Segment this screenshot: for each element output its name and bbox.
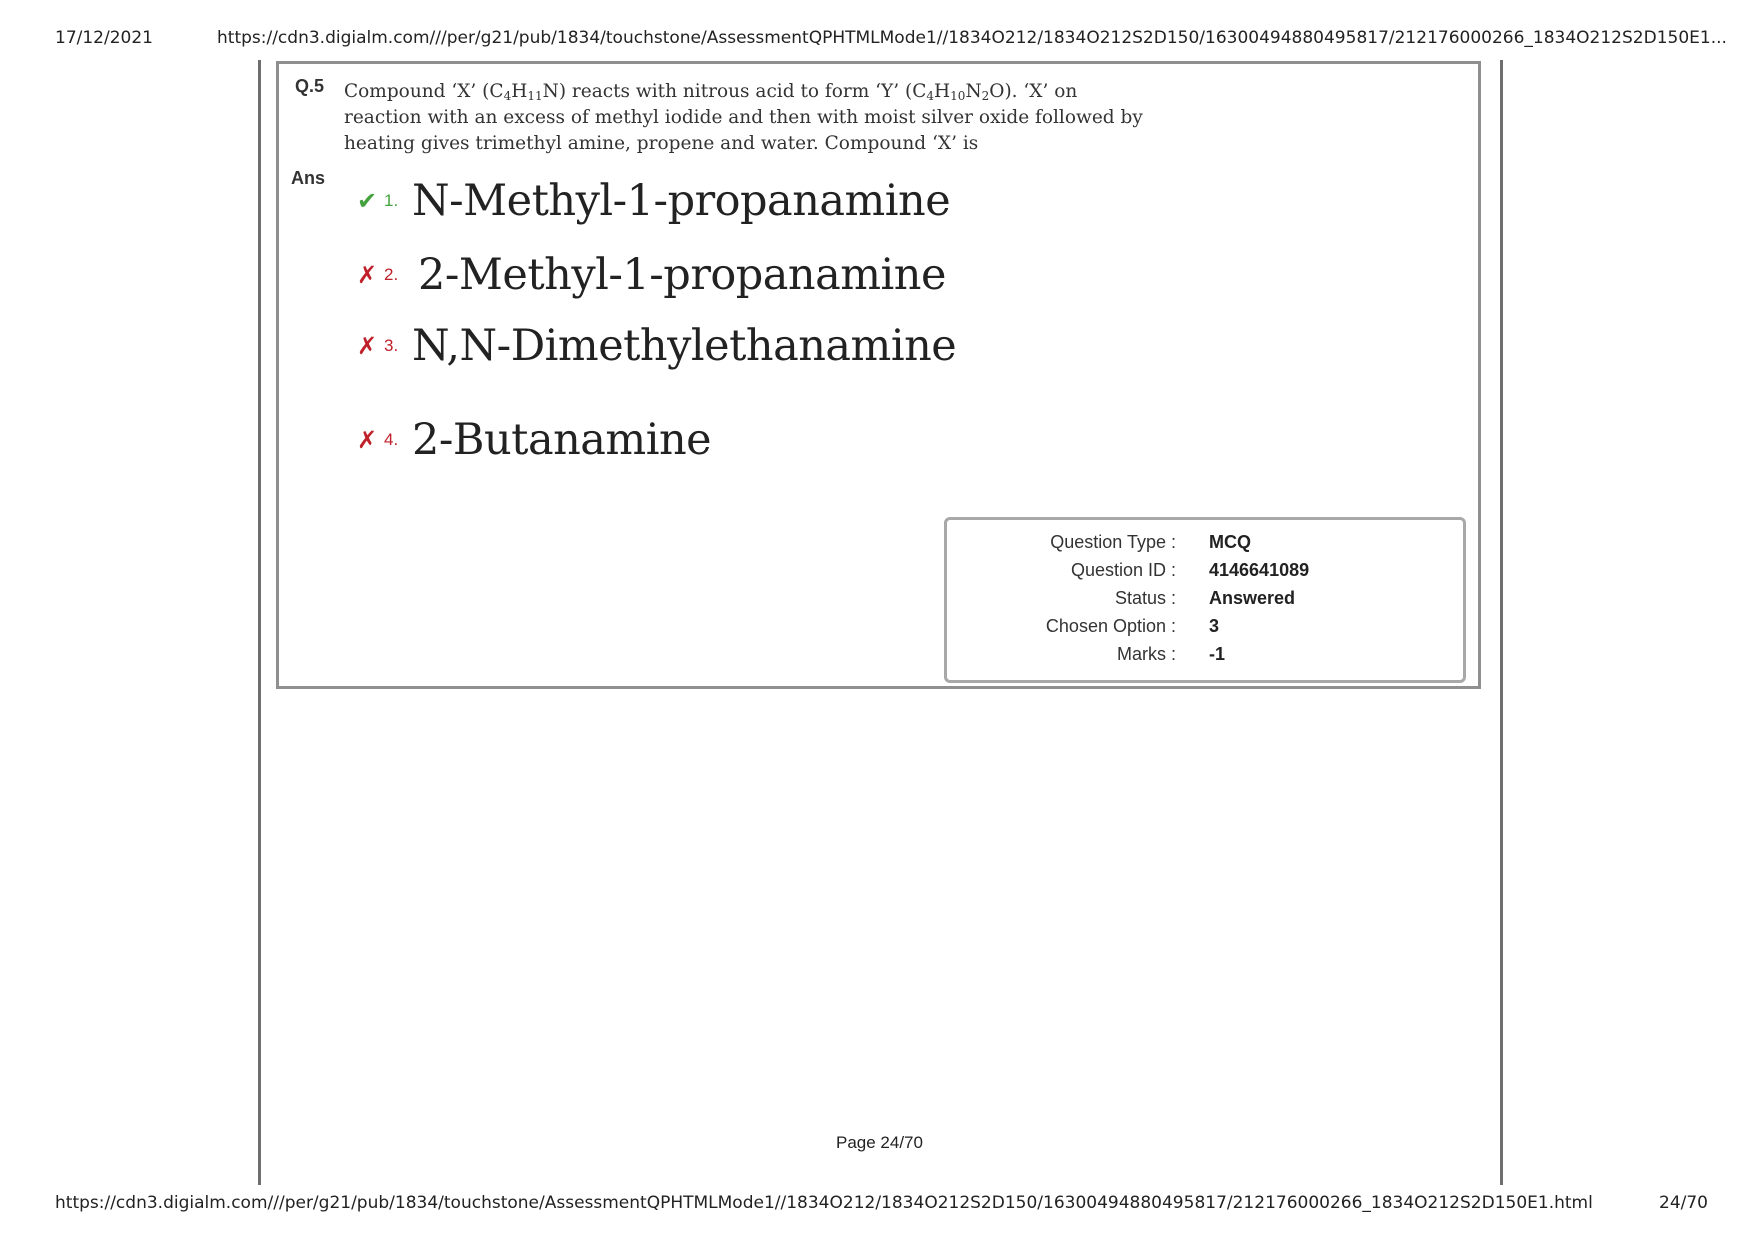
option-text: N,N-Dimethylethanamine <box>412 321 957 371</box>
info-row-status <box>947 588 1463 616</box>
question-text-line-2: reaction with an excess of methyl iodide and then with moist silver oxide followed by <box>344 107 1143 128</box>
q-text-seg: Compound ‘X’ (C <box>344 81 504 102</box>
info-label: Question ID : <box>1070 560 1176 580</box>
question-text <box>344 79 1144 157</box>
option-2 <box>354 250 946 300</box>
q-subscript: 11 <box>527 89 543 103</box>
check-icon: ✔ <box>356 187 378 215</box>
info-value: 4146641089 <box>1209 560 1310 580</box>
info-label: Status : <box>1114 588 1176 608</box>
question-info-box <box>944 517 1466 683</box>
option-4 <box>354 415 711 465</box>
q-subscript: 4 <box>926 89 935 103</box>
q-subscript: 10 <box>950 89 966 103</box>
print-date: 17/12/2021 <box>55 28 153 48</box>
cross-icon: ✗ <box>356 426 378 454</box>
q-text-seg: H <box>511 81 528 102</box>
option-3 <box>354 321 956 371</box>
info-value: MCQ <box>1209 532 1251 552</box>
cross-icon: ✗ <box>356 332 378 360</box>
option-number: 3. <box>384 336 399 355</box>
q-text-seg: N <box>965 81 982 102</box>
info-label: Chosen Option : <box>1045 616 1176 636</box>
print-header-url: https://cdn3.digialm.com///per/g21/pub/1834/touchstone/AssessmentQPHTMLMode1//1834O212/1834O212S2D150/16300494880495817/212176000266_1834O212S2D150E1... <box>217 28 1727 48</box>
print-footer-page: 24/70 <box>1659 1193 1708 1213</box>
page-right-border <box>1500 60 1503 1185</box>
info-value: Answered <box>1209 588 1296 608</box>
q-text-seg: H <box>934 81 951 102</box>
page-number: Page 24/70 <box>836 1133 923 1152</box>
option-text: N-Methyl-1-propanamine <box>412 176 951 226</box>
option-text: 2-Methyl-1-propanamine <box>418 250 946 300</box>
q-subscript: 2 <box>981 89 990 103</box>
option-text: 2-Butanamine <box>412 415 712 465</box>
q-text-seg: O). ‘X’ on <box>989 81 1078 102</box>
info-row-id <box>947 560 1463 588</box>
q-subscript: 4 <box>503 89 512 103</box>
option-number: 4. <box>384 430 399 449</box>
info-value: -1 <box>1209 644 1226 664</box>
question-panel <box>276 61 1481 689</box>
page-left-border <box>258 60 261 1185</box>
info-row-chosen <box>947 616 1463 644</box>
option-number: 2. <box>384 265 399 284</box>
print-footer-url: https://cdn3.digialm.com///per/g21/pub/1834/touchstone/AssessmentQPHTMLMode1//1834O212/1834O212S2D150/16300494880495817/212176000266_1834O212S2D150E1.html <box>55 1193 1593 1213</box>
answer-label: Ans <box>291 168 326 188</box>
option-1 <box>354 176 950 226</box>
info-value: 3 <box>1209 616 1220 636</box>
info-label: Question Type : <box>1050 532 1176 552</box>
question-number: Q.5 <box>295 76 325 96</box>
q-text-seg: N) reacts with nitrous acid to form ‘Y’ (C <box>542 81 927 102</box>
cross-icon: ✗ <box>356 261 378 289</box>
info-row-type <box>947 532 1463 560</box>
info-label: Marks : <box>1116 644 1176 664</box>
question-text-line-3: heating gives trimethyl amine, propene and water. Compound ‘X’ is <box>344 133 979 154</box>
info-row-marks <box>947 644 1463 672</box>
option-number: 1. <box>384 191 399 210</box>
question-text-line-1 <box>344 79 1144 105</box>
